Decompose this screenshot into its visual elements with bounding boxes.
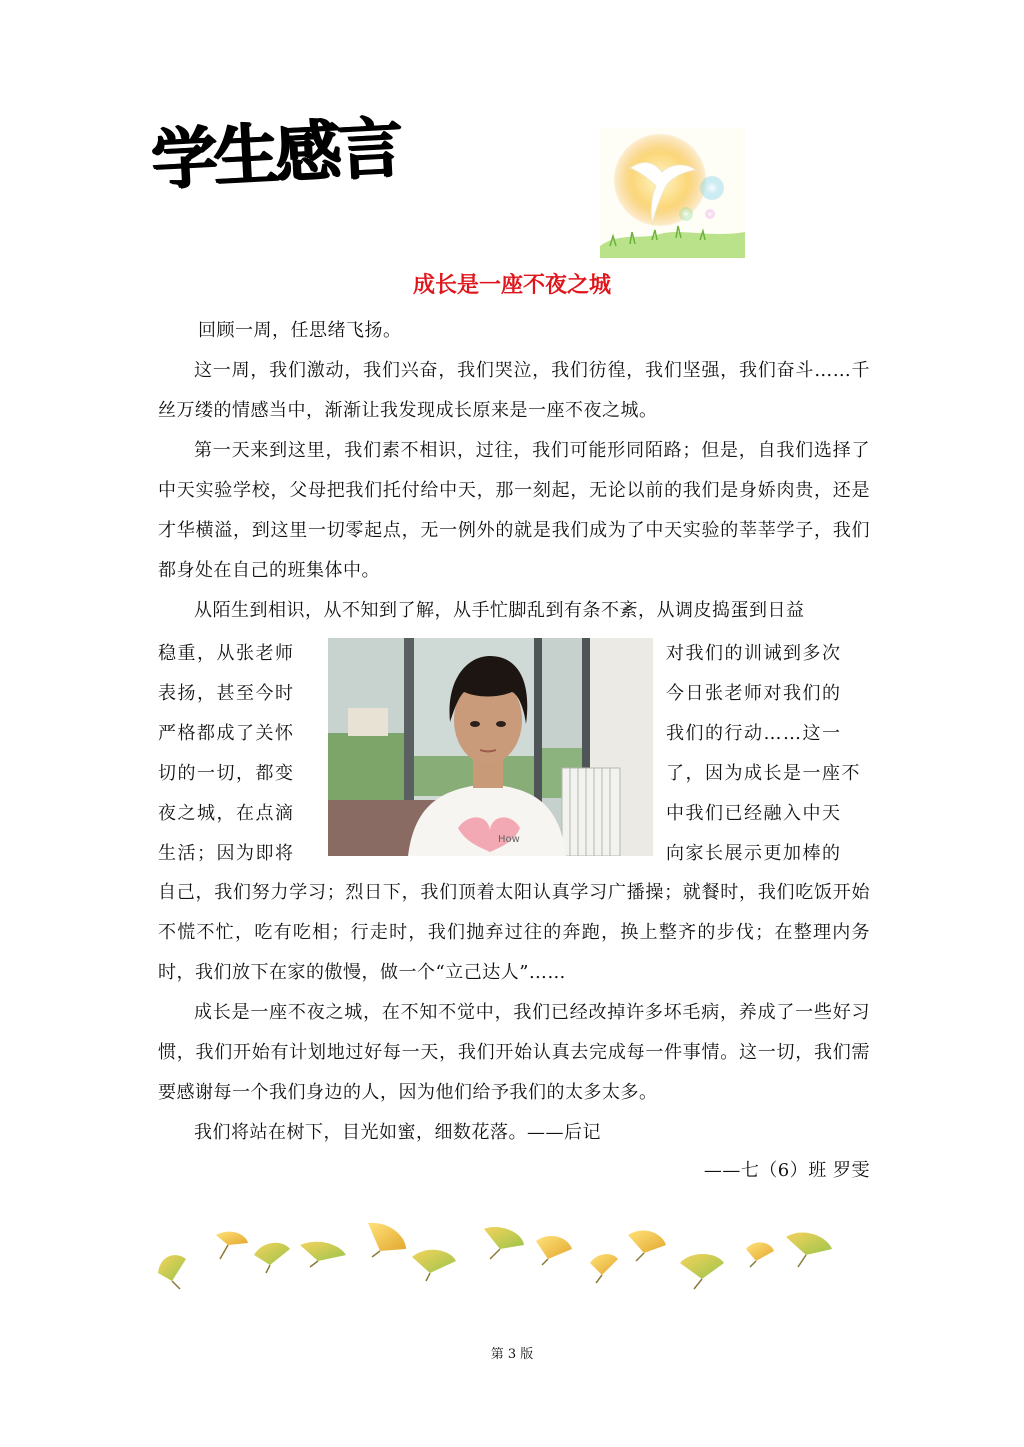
ginkgo-leaf-icon (746, 1242, 774, 1267)
author-signature: ——七（6）班 罗雯 (703, 1160, 870, 1181)
article-body-bottom (158, 873, 870, 1153)
ginkgo-leaf-icon (368, 1223, 406, 1257)
ginkgo-leaf-icon (536, 1236, 572, 1265)
paragraph-4-rest: 自己，我们努力学习；烈日下，我们顶着太阳认真学习广播操；就餐时，我们吃饭开始不慌不忙，吃有吃相；行走时，我们抛弃过往的奔跑，换上整齐的步伐；在整理内务时，我们放下在家的傲慢，做一个“立己达人”…… (158, 882, 870, 983)
ginkgo-leaf-border (150, 1215, 840, 1295)
ginkgo-leaf-icon (412, 1250, 456, 1281)
wrap-right-line: 今日张老师对我们的 (666, 683, 842, 704)
page-number: 第 3 版 (490, 1347, 534, 1362)
student-photo (328, 638, 653, 856)
ginkgo-leaf-icon (628, 1230, 666, 1261)
wrap-right-line: 中我们已经融入中天 (666, 803, 842, 824)
wrap-left-line: 生活；因为即将 (158, 843, 295, 864)
sun-dove-illustration (600, 128, 745, 258)
wrap-left-line: 表扬，甚至今时 (158, 683, 295, 704)
wrap-right-line: 我们的行动……这一 (666, 723, 842, 744)
wrap-left-line: 切的一切，都变 (158, 763, 295, 784)
wrap-right-line: 向家长展示更加棒的 (666, 843, 842, 864)
ginkgo-leaf-icon (786, 1233, 832, 1267)
article-body-top (158, 311, 870, 631)
wrap-left-line: 稳重，从张老师 (158, 643, 295, 664)
wrap-left-line: 夜之城，在点滴 (158, 803, 295, 824)
paragraph-4-first-line: 从陌生到相识，从不知到了解，从手忙脚乱到有条不紊，从调皮捣蛋到日益 (194, 600, 805, 621)
wrap-right-line: 对我们的训诫到多次 (666, 643, 842, 664)
ginkgo-leaf-icon (590, 1254, 618, 1283)
wrap-right-column (666, 634, 870, 874)
ginkgo-leaf-icon (158, 1255, 186, 1289)
ginkgo-leaf-icon (484, 1227, 524, 1259)
wrap-left-line: 严格都成了关怀 (158, 723, 295, 744)
paragraph-5: 成长是一座不夜之城，在不知不觉中，我们已经改掉许多坏毛病，养成了一些好习惯，我们开始有计划地过好每一天，我们开始认真去完成每一件事情。这一切，我们需要感谢每一个我们身边的人，因为他们给予我们的太多太多。 (158, 1002, 870, 1103)
svg-text:How: How (498, 834, 520, 845)
paragraph-2: 这一周，我们激动，我们兴奋，我们哭泣，我们彷徨，我们坚强，我们奋斗……千丝万缕的情感当中，渐渐让我发现成长原来是一座不夜之城。 (158, 360, 870, 421)
paragraph-1: 回顾一周，任思绪飞扬。 (198, 320, 402, 341)
ginkgo-leaf-icon (254, 1243, 290, 1273)
ginkgo-leaf-icon (216, 1232, 248, 1259)
wrap-right-line: 了，因为成长是一座不 (666, 763, 861, 784)
wrap-left-column (158, 634, 318, 874)
paragraph-3: 第一天来到这里，我们素不相识，过往，我们可能形同陌路；但是，自我们选择了中天实验学校，父母把我们托付给中天，那一刻起，无论以前的我们是身娇肉贵，还是才华横溢，到这里一切零起点，无一例外的就是我们成为了中天实验的莘莘学子，我们都身处在自己的班集体中。 (158, 440, 870, 581)
ginkgo-leaf-icon (680, 1254, 724, 1289)
paragraph-6: 我们将站在树下，目光如蜜，细数花落。——后记 (194, 1122, 601, 1143)
article-title: 成长是一座不夜之城 (412, 273, 611, 298)
ginkgo-leaf-icon (300, 1242, 346, 1267)
section-title: 学生感言 (149, 109, 402, 199)
